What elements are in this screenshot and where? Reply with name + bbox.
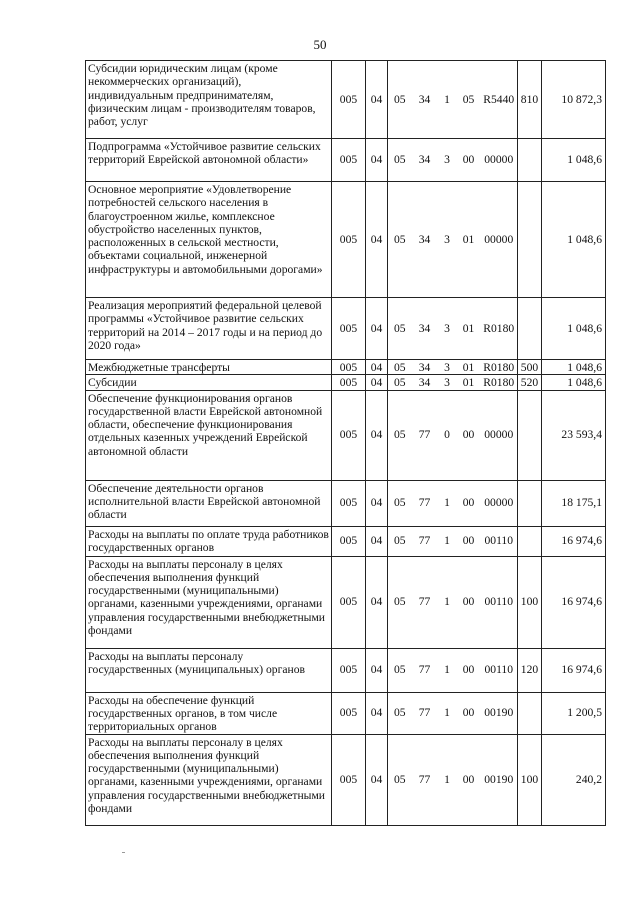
ministry-code: 005 [332,182,366,298]
subsection-code: 05 [388,480,412,526]
event-code: 00 [457,692,481,734]
expense-type-code [518,390,542,480]
table-row [86,61,606,139]
ministry-code: 005 [332,298,366,360]
subsection-code: 05 [388,648,412,692]
page-number: 50 [313,37,327,52]
direction-code: 00110 [481,556,518,648]
subsection-code: 05 [388,526,412,556]
subsection-code: 05 [388,182,412,298]
row-name: Реализация мероприятий федеральной целевой программы «Устойчивое развитие сельских территорий на 2014 – 2017 годы и на период до 2020 года» [86,298,332,360]
row-name: Обеспечение деятельности органов исполнительной власти Еврейской автономной области [86,480,332,526]
table-row [86,526,606,556]
ministry-code: 005 [332,139,366,182]
event-code: 00 [457,734,481,825]
subsection-code: 05 [388,692,412,734]
subprogram-code: 1 [438,61,457,139]
row-name: Подпрограмма «Устойчивое развитие сельских территорий Еврейской автономной области» [86,139,332,182]
table-row [86,360,606,375]
amount: 1 048,6 [542,360,606,375]
direction-code: 00190 [481,734,518,825]
subsection-code: 05 [388,139,412,182]
event-code: 00 [457,390,481,480]
expense-type-code: 100 [518,556,542,648]
event-code: 01 [457,182,481,298]
amount: 1 048,6 [542,375,606,390]
section-code: 04 [366,375,388,390]
program-code: 77 [412,734,438,825]
budget-table [85,60,606,826]
section-code: 04 [366,734,388,825]
ministry-code: 005 [332,648,366,692]
row-name: Расходы на выплаты персоналу в целях обеспечения выполнения функций государственными (муниципальными) органами, казенными учреждениями, органами управления государственными внебюджетными фондами [86,734,332,825]
amount: 1 048,6 [542,298,606,360]
program-code: 77 [412,648,438,692]
program-code: 34 [412,139,438,182]
event-code: 00 [457,556,481,648]
ministry-code: 005 [332,360,366,375]
amount: 16 974,6 [542,526,606,556]
direction-code: 00000 [481,480,518,526]
expense-type-code: 810 [518,61,542,139]
table-row [86,182,606,298]
program-code: 34 [412,298,438,360]
subsection-code: 05 [388,360,412,375]
program-code: 77 [412,692,438,734]
amount: 1 200,5 [542,692,606,734]
subprogram-code: 1 [438,556,457,648]
program-code: 77 [412,556,438,648]
row-name: Расходы на выплаты по оплате труда работников государственных органов [86,526,332,556]
event-code: 00 [457,526,481,556]
direction-code: 00000 [481,139,518,182]
expense-type-code: 520 [518,375,542,390]
section-code: 04 [366,360,388,375]
subprogram-code: 1 [438,692,457,734]
expense-type-code: 100 [518,734,542,825]
table-row [86,480,606,526]
row-name: Межбюджетные трансферты [86,360,332,375]
ministry-code: 005 [332,692,366,734]
program-code: 77 [412,480,438,526]
section-code: 04 [366,182,388,298]
expense-type-code: 500 [518,360,542,375]
table-row [86,648,606,692]
direction-code: 00000 [481,390,518,480]
expense-type-code [518,526,542,556]
event-code: 05 [457,61,481,139]
table-row [86,390,606,480]
stray-mark [122,852,125,853]
subprogram-code: 3 [438,375,457,390]
subprogram-code: 0 [438,390,457,480]
program-code: 34 [412,360,438,375]
event-code: 00 [457,480,481,526]
expense-type-code [518,298,542,360]
direction-code: 00110 [481,648,518,692]
table-row [86,692,606,734]
subprogram-code: 3 [438,182,457,298]
row-name: Основное мероприятие «Удовлетворение потребностей сельского населения в благоустроенном жилье, комплексное обустройство населенных пунктов, расположенных в сельской местности, объектами социальной, инженерной инфраструктуры и автомобильными дорогами» [86,182,332,298]
row-name: Субсидии [86,375,332,390]
row-name: Расходы на выплаты персоналу государственных (муниципальных) органов [86,648,332,692]
row-name: Расходы на обеспечение функций государственных органов, в том числе территориальных органов [86,692,332,734]
amount: 16 974,6 [542,556,606,648]
expense-type-code [518,480,542,526]
row-name: Обеспечение функционирования органов государственной власти Еврейской автономной области, обеспечение функционирования отдельных казенных учреждений Еврейской автономной области [86,390,332,480]
section-code: 04 [366,526,388,556]
ministry-code: 005 [332,526,366,556]
table-row [86,556,606,648]
table-row [86,734,606,825]
subprogram-code: 1 [438,526,457,556]
ministry-code: 005 [332,556,366,648]
table-row [86,298,606,360]
program-code: 34 [412,375,438,390]
direction-code: 00000 [481,182,518,298]
section-code: 04 [366,61,388,139]
program-code: 77 [412,526,438,556]
direction-code: R0180 [481,375,518,390]
subprogram-code: 1 [438,480,457,526]
amount: 23 593,4 [542,390,606,480]
amount: 1 048,6 [542,139,606,182]
amount: 10 872,3 [542,61,606,139]
amount: 240,2 [542,734,606,825]
subsection-code: 05 [388,556,412,648]
event-code: 00 [457,139,481,182]
direction-code: 00110 [481,526,518,556]
subprogram-code: 3 [438,139,457,182]
subsection-code: 05 [388,390,412,480]
subsection-code: 05 [388,298,412,360]
expense-type-code [518,139,542,182]
table-row [86,375,606,390]
subprogram-code: 3 [438,298,457,360]
amount: 18 175,1 [542,480,606,526]
direction-code: R0180 [481,298,518,360]
subprogram-code: 3 [438,360,457,375]
program-code: 34 [412,182,438,298]
section-code: 04 [366,390,388,480]
amount: 16 974,6 [542,648,606,692]
direction-code: R5440 [481,61,518,139]
event-code: 00 [457,648,481,692]
direction-code: 00190 [481,692,518,734]
expense-type-code: 120 [518,648,542,692]
subsection-code: 05 [388,734,412,825]
subsection-code: 05 [388,375,412,390]
ministry-code: 005 [332,61,366,139]
event-code: 01 [457,360,481,375]
event-code: 01 [457,375,481,390]
program-code: 34 [412,61,438,139]
amount: 1 048,6 [542,182,606,298]
subprogram-code: 1 [438,648,457,692]
expense-type-code [518,692,542,734]
subsection-code: 05 [388,61,412,139]
row-name: Субсидии юридическим лицам (кроме некоммерческих организаций), индивидуальным предпринимателям, физическим лицам - производителям товаров, работ, услуг [86,61,332,139]
ministry-code: 005 [332,375,366,390]
section-code: 04 [366,556,388,648]
section-code: 04 [366,298,388,360]
ministry-code: 005 [332,390,366,480]
event-code: 01 [457,298,481,360]
direction-code: R0180 [481,360,518,375]
subprogram-code: 1 [438,734,457,825]
ministry-code: 005 [332,480,366,526]
program-code: 77 [412,390,438,480]
section-code: 04 [366,139,388,182]
ministry-code: 005 [332,734,366,825]
budget-table-body [86,61,606,826]
section-code: 04 [366,648,388,692]
table-row [86,139,606,182]
section-code: 04 [366,480,388,526]
section-code: 04 [366,692,388,734]
row-name: Расходы на выплаты персоналу в целях обеспечения выполнения функций государственными (муниципальными) органами, казенными учреждениями, органами управления государственными внебюджетными фондами [86,556,332,648]
expense-type-code [518,182,542,298]
